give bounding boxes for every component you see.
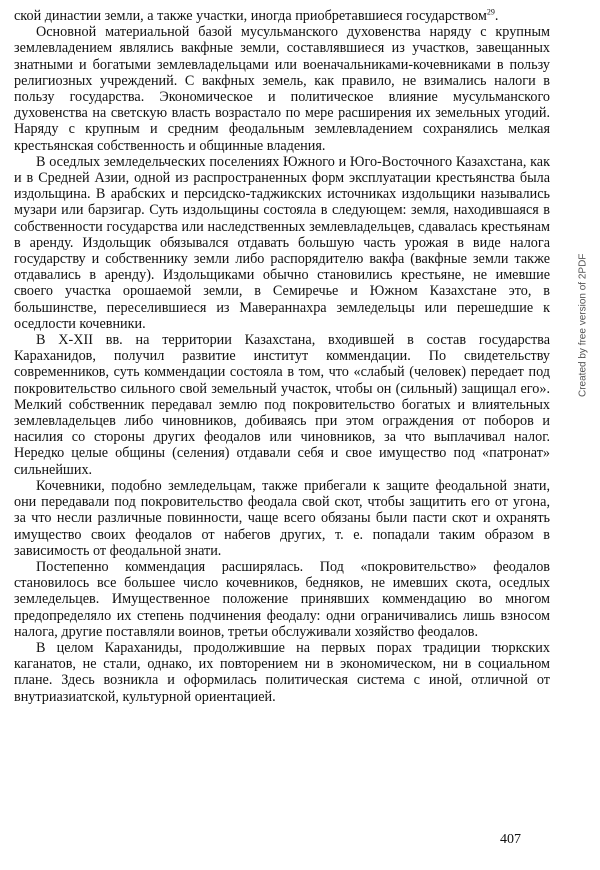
footnote-marker[interactable]: 29 xyxy=(486,7,495,17)
page-body xyxy=(14,8,550,705)
paragraph: В целом Караханиды, продолжившие на первых порах традиции тюркских каганатов, не стали, однако, их повторением ни в экономическом, ни в социальном плане. Здесь возникла и оформилась политическая система с иной, отличной от внутриазиатской, культурной ориентацией. xyxy=(14,639,550,705)
paragraph: Постепенно коммендация расширялась. Под «покровительство» феодалов становилось все большее число кочевников, бедняков, не имевших скота, оседлых земледельцев. Имущественное положение принявших коммендацию во многом предопределяло их степень подчинения феодалу: одни ограничивались лишь взносом налога, другие поставляли воинов, третьи обслуживали хозяйство феодалов. xyxy=(14,558,550,640)
paragraph-continuation xyxy=(14,8,550,24)
paragraph-text: ской династии земли, а также участки, иногда приобретавшиеся государством xyxy=(14,8,487,24)
paragraph: В оседлых земледельческих поселениях Южного и Юго-Восточного Казахстана, как и в Средней Азии, одной из распространенных форм эксплуатации крестьянства была издольщина. В арабских и персидско-таджикских источниках издольщики назывались музари или барзигар. Суть издольщины состояла в следующем: земля, находившаяся в собственности государства или наследственных землевладельцев, сдавалась крестьянам в аренду. Издольщик обязывался отдавать большую часть урожая в виде налога государству и собственнику земли либо распорядителю вакфа (вакфные земли также отдавались в аренду). Издольщиками обычно становились крестьяне, не имевшие своего участка орошаемой земли, в Семиречье и Южном Казахстане это, в большинстве, переселившиеся из Мавераннахра земледельцы или перешедшие к оседлости кочевники. xyxy=(14,153,550,332)
paragraph: Кочевники, подобно земледельцам, также прибегали к защите феодальной знати, они передавали под покровительство феодала свой скот, чтобы защитить его от угона, за что несли различные повинности, чаще всего обязаны были пасти скот и охранять имущество своих феодалов от набегов других, т. е. попадали таким образом в зависимость от феодальной знати. xyxy=(14,477,550,559)
paragraph-suffix: . xyxy=(494,8,499,24)
watermark: Created by free version of 2PDF xyxy=(577,253,589,397)
paragraph: В X-XII вв. на территории Казахстана, входившей в состав государства Караханидов, получил развитие институт коммендации. По свидетельству современников, суть коммендации состояла в том, что «слабый (человек) передает под покровительство сильного свой земельный участок, чтобы он (сильный) защищал его». Мелкий собственник передавал землю под покровительство богатых и влиятельных землевладельцев либо чиновников, добиваясь при этом ограждения от поборов и насилия со стороны других феодалов или чиновников, за что выплачивал налог. Нередко целые общины (селения) отдавали себя и свое имущество под «патронат» сильнейших. xyxy=(14,332,550,478)
page-number: 407 xyxy=(500,832,521,847)
paragraph: Основной материальной базой мусульманского духовенства наряду с крупным землевладением являлись вакфные земли, составлявшиеся из участков, завещанных знатными и богатыми землевладельцами или военачальниками-кочевниками в пользу религиозных учреждений. С вакфных земель, как правило, не взимались налоги в пользу государства. Экономическое и политическое влияние мусульманского духовенства на светскую власть возрастало по мере расширения их земельных угодий. Наряду с крупным и средним феодальным землевладением сохранялись мелкая крестьянская собственность и общинные владения. xyxy=(14,24,550,154)
